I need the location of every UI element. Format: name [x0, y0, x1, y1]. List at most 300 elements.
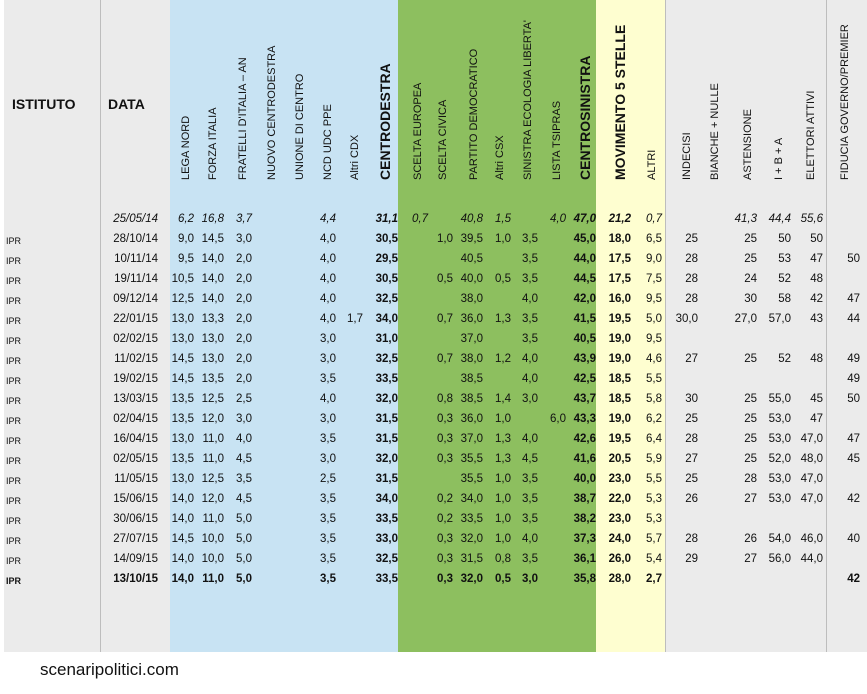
cell-istituto: IPR	[6, 376, 22, 386]
cell-value: 4,0	[320, 313, 336, 325]
cell-value: 45,0	[573, 233, 596, 245]
table-row	[0, 530, 867, 550]
cell-istituto: IPR	[6, 576, 22, 586]
cell-value: 2,0	[236, 333, 252, 345]
cell-value: 26,0	[608, 553, 631, 565]
header-data: DATA	[108, 96, 145, 112]
cell-value: 1,3	[495, 433, 511, 445]
cell-value: 32,0	[460, 533, 483, 545]
cell-value: 27	[685, 353, 698, 365]
cell-value: 4,0	[320, 273, 336, 285]
cell-value: 24	[744, 273, 757, 285]
cell-value: 25	[744, 253, 757, 265]
column-header	[835, 8, 855, 180]
cell-value: 3,0	[522, 573, 538, 585]
cell-value: 50	[810, 233, 823, 245]
cell-istituto: IPR	[6, 276, 22, 286]
cell-value: 54,0	[768, 533, 791, 545]
cell-value: 55,0	[768, 393, 791, 405]
cell-value: 2,0	[236, 273, 252, 285]
cell-value: 43,9	[573, 353, 596, 365]
cell-istituto: IPR	[6, 236, 22, 246]
cell-value: 1,0	[495, 513, 511, 525]
cell-date: 16/04/15	[113, 433, 158, 445]
cell-value: 0,2	[437, 493, 453, 505]
cell-value: 25	[744, 433, 757, 445]
cell-value: 13,5	[171, 413, 194, 425]
cell-value: 25	[685, 413, 698, 425]
cell-value: 40,0	[573, 473, 596, 485]
cell-value: 4,5	[236, 453, 252, 465]
cell-value: 4,0	[236, 433, 252, 445]
cell-value: 12,0	[201, 413, 224, 425]
cell-value: 27	[744, 553, 757, 565]
table-row	[0, 270, 867, 290]
cell-value: 24,0	[608, 533, 631, 545]
header-istituto: ISTITUTO	[12, 96, 76, 112]
column-header	[375, 8, 395, 180]
column-header	[769, 8, 789, 180]
cell-value: 44	[847, 313, 860, 325]
cell-value: 0,3	[437, 533, 453, 545]
cell-value: 3,5	[522, 313, 538, 325]
cell-date: 02/04/15	[113, 413, 158, 425]
column-header	[262, 8, 282, 180]
column-header-label: FORZA ITALIA	[207, 107, 219, 180]
cell-value: 11,0	[202, 513, 224, 525]
cell-istituto: IPR	[6, 456, 22, 466]
column-header	[290, 8, 310, 180]
cell-value: 48,0	[800, 453, 823, 465]
cell-value: 6,0	[550, 413, 566, 425]
column-header-label: CENTROSINISTRA	[577, 55, 593, 180]
cell-istituto: IPR	[6, 496, 22, 506]
cell-value: 41,5	[573, 313, 596, 325]
cell-value: 38,2	[573, 513, 596, 525]
table-row	[0, 510, 867, 530]
cell-value: 3,5	[522, 333, 538, 345]
cell-value: 42	[810, 293, 823, 305]
cell-value: 1,5	[495, 213, 511, 225]
cell-value: 50	[778, 233, 791, 245]
cell-value: 0,7	[646, 213, 662, 225]
table-row	[0, 570, 867, 590]
cell-value: 30,0	[675, 313, 698, 325]
cell-value: 38,0	[460, 353, 483, 365]
cell-istituto: IPR	[6, 316, 22, 326]
cell-value: 3,5	[320, 433, 336, 445]
cell-value: 4,5	[522, 453, 538, 465]
cell-value: 42	[847, 573, 860, 585]
cell-value: 3,7	[236, 213, 252, 225]
cell-value: 14,5	[171, 373, 194, 385]
table-row	[0, 210, 867, 230]
cell-value: 35,8	[573, 573, 596, 585]
cell-value: 3,0	[320, 453, 336, 465]
cell-value: 12,5	[171, 293, 194, 305]
cell-date: 13/03/15	[113, 393, 158, 405]
cell-value: 50	[847, 253, 860, 265]
cell-value: 27,0	[734, 313, 757, 325]
cell-value: 58	[778, 293, 791, 305]
cell-value: 28	[685, 293, 698, 305]
cell-value: 31,1	[375, 213, 398, 225]
cell-value: 3,5	[522, 513, 538, 525]
cell-value: 38,7	[573, 493, 596, 505]
cell-date: 13/10/15	[113, 573, 158, 585]
cell-date: 11/02/15	[114, 353, 158, 365]
cell-value: 21,2	[608, 213, 631, 225]
cell-value: 3,5	[320, 553, 336, 565]
cell-value: 11,0	[202, 573, 224, 585]
cell-value: 42,5	[573, 373, 596, 385]
cell-value: 53,0	[768, 473, 791, 485]
cell-value: 5,4	[646, 553, 662, 565]
cell-istituto: IPR	[6, 296, 22, 306]
column-header	[610, 8, 630, 180]
cell-value: 18,5	[608, 393, 631, 405]
cell-value: 1,2	[495, 353, 511, 365]
cell-value: 9,0	[646, 253, 662, 265]
column-header-label: SCELTA CIVICA	[437, 99, 449, 180]
cell-value: 1,0	[495, 413, 511, 425]
column-header	[318, 8, 338, 180]
column-header-label: LISTA TSIPRAS	[551, 100, 563, 180]
cell-value: 3,5	[522, 273, 538, 285]
cell-value: 1,7	[347, 313, 363, 325]
cell-value: 49	[847, 353, 860, 365]
table-row	[0, 330, 867, 350]
cell-value: 18,5	[608, 373, 631, 385]
cell-date: 25/05/14	[113, 213, 158, 225]
cell-value: 4,0	[522, 293, 538, 305]
cell-value: 32,0	[460, 573, 483, 585]
cell-value: 3,0	[522, 393, 538, 405]
cell-date: 02/05/15	[113, 453, 158, 465]
cell-date: 28/10/14	[113, 233, 158, 245]
cell-date: 02/02/15	[113, 333, 158, 345]
cell-value: 34,0	[375, 493, 398, 505]
cell-value: 42,6	[573, 433, 596, 445]
table-row	[0, 450, 867, 470]
cell-value: 25	[744, 393, 757, 405]
cell-value: 33,5	[460, 513, 483, 525]
cell-value: 3,5	[320, 513, 336, 525]
cell-value: 3,5	[522, 553, 538, 565]
cell-value: 44,4	[768, 213, 791, 225]
cell-value: 12,5	[201, 473, 224, 485]
cell-value: 49	[847, 373, 860, 385]
cell-value: 14,0	[171, 513, 194, 525]
cell-value: 14,5	[201, 233, 224, 245]
cell-istituto: IPR	[6, 516, 22, 526]
cell-value: 38,5	[460, 373, 483, 385]
cell-value: 12,0	[201, 493, 224, 505]
cell-value: 0,5	[437, 273, 453, 285]
cell-value: 10,0	[201, 553, 224, 565]
cell-value: 0,3	[437, 433, 453, 445]
cell-value: 11,0	[202, 453, 224, 465]
cell-istituto: IPR	[6, 416, 22, 426]
cell-value: 32,0	[375, 393, 398, 405]
cell-value: 14,0	[201, 253, 224, 265]
footer-source: scenaripolitici.com	[40, 660, 179, 679]
cell-value: 34,0	[375, 313, 398, 325]
cell-value: 16,0	[608, 293, 631, 305]
cell-value: 3,0	[320, 333, 336, 345]
cell-value: 4,0	[550, 213, 566, 225]
cell-value: 0,3	[437, 553, 453, 565]
cell-value: 1,0	[437, 233, 453, 245]
cell-value: 0,2	[437, 513, 453, 525]
cell-value: 25	[744, 413, 757, 425]
cell-value: 44,0	[573, 253, 596, 265]
data-table	[0, 210, 867, 590]
column-header-label: INDECISI	[681, 132, 693, 180]
column-header	[345, 8, 365, 180]
cell-value: 56,0	[768, 553, 791, 565]
table-row	[0, 390, 867, 410]
cell-value: 25	[744, 353, 757, 365]
cell-istituto: IPR	[6, 436, 22, 446]
cell-value: 33,0	[375, 533, 398, 545]
cell-value: 31,0	[375, 333, 398, 345]
cell-istituto: IPR	[6, 556, 22, 566]
cell-value: 3,0	[236, 413, 252, 425]
column-header-label: CENTRODESTRA	[377, 63, 393, 180]
cell-value: 14,0	[171, 553, 194, 565]
cell-date: 09/12/14	[113, 293, 158, 305]
cell-value: 50	[847, 393, 860, 405]
cell-value: 40,8	[460, 213, 483, 225]
cell-value: 1,4	[495, 393, 511, 405]
cell-istituto: IPR	[6, 356, 22, 366]
cell-value: 40,0	[460, 273, 483, 285]
cell-value: 39,5	[460, 233, 483, 245]
cell-value: 35,5	[460, 473, 483, 485]
column-header	[176, 8, 196, 180]
column-header-label: UNIONE DI CENTRO	[294, 73, 306, 180]
cell-value: 43,3	[573, 413, 596, 425]
cell-value: 33,5	[375, 373, 398, 385]
cell-value: 5,0	[236, 553, 252, 565]
cell-value: 2,0	[236, 313, 252, 325]
cell-value: 41,3	[734, 213, 757, 225]
cell-value: 3,5	[320, 573, 336, 585]
cell-value: 0,3	[437, 453, 453, 465]
cell-value: 29,5	[375, 253, 398, 265]
cell-value: 30	[685, 393, 698, 405]
table-row	[0, 430, 867, 450]
cell-value: 28	[685, 253, 698, 265]
table-row	[0, 370, 867, 390]
column-header	[433, 8, 453, 180]
cell-value: 4,0	[522, 433, 538, 445]
cell-value: 1,0	[495, 533, 511, 545]
cell-value: 3,5	[522, 253, 538, 265]
cell-value: 53,0	[768, 413, 791, 425]
cell-value: 3,5	[320, 373, 336, 385]
cell-value: 53,0	[768, 493, 791, 505]
cell-date: 22/01/15	[113, 313, 158, 325]
cell-value: 44,5	[573, 273, 596, 285]
column-header-label: PARTITO DEMOCRATICO	[468, 48, 480, 180]
cell-value: 25	[685, 233, 698, 245]
cell-value: 7,5	[646, 273, 662, 285]
cell-value: 32,0	[375, 453, 398, 465]
column-header-label: NUOVO CENTRODESTRA	[266, 45, 278, 180]
cell-value: 48	[810, 353, 823, 365]
cell-value: 40	[847, 533, 860, 545]
cell-value: 2,5	[320, 473, 336, 485]
cell-value: 31,5	[375, 413, 398, 425]
cell-value: 36,0	[460, 413, 483, 425]
cell-value: 13,0	[201, 333, 224, 345]
cell-istituto: IPR	[6, 396, 22, 406]
table-row	[0, 350, 867, 370]
cell-value: 5,7	[646, 533, 662, 545]
cell-value: 1,0	[495, 473, 511, 485]
column-header-label: ELETTORI ATTIVI	[805, 90, 817, 180]
cell-value: 13,0	[171, 333, 194, 345]
cell-value: 18,0	[608, 233, 631, 245]
cell-value: 13,5	[171, 393, 194, 405]
cell-value: 37,0	[460, 433, 483, 445]
cell-istituto: IPR	[6, 536, 22, 546]
cell-value: 14,0	[171, 493, 194, 505]
cell-value: 10,5	[171, 273, 194, 285]
column-header-label: NCD UDC PPE	[322, 104, 334, 180]
cell-value: 4,0	[522, 373, 538, 385]
cell-value: 9,5	[646, 333, 662, 345]
cell-value: 3,5	[320, 493, 336, 505]
cell-value: 42,0	[573, 293, 596, 305]
column-header-label: ALTRI	[646, 149, 658, 180]
cell-value: 0,5	[495, 273, 511, 285]
cell-value: 3,0	[320, 353, 336, 365]
cell-value: 3,0	[320, 413, 336, 425]
cell-value: 44,0	[800, 553, 823, 565]
cell-value: 14,5	[171, 533, 194, 545]
table-row	[0, 490, 867, 510]
cell-value: 5,0	[646, 313, 662, 325]
cell-value: 2,0	[236, 293, 252, 305]
column-header-label: SCELTA EUROPEA	[412, 82, 424, 180]
column-header-label: I + B + A	[773, 137, 785, 180]
cell-value: 19,5	[608, 433, 631, 445]
cell-value: 47	[847, 293, 860, 305]
cell-value: 28	[685, 533, 698, 545]
column-header-label: LEGA NORD	[180, 115, 192, 180]
cell-value: 11,0	[202, 433, 224, 445]
cell-value: 53,0	[768, 433, 791, 445]
cell-value: 12,5	[201, 393, 224, 405]
cell-value: 45	[810, 393, 823, 405]
cell-value: 41,6	[573, 453, 596, 465]
cell-value: 35,5	[460, 453, 483, 465]
cell-value: 9,5	[646, 293, 662, 305]
cell-value: 4,0	[522, 353, 538, 365]
cell-value: 42	[847, 493, 860, 505]
cell-value: 9,0	[178, 233, 194, 245]
cell-value: 46,0	[800, 533, 823, 545]
cell-value: 14,0	[201, 273, 224, 285]
cell-date: 27/07/15	[113, 533, 158, 545]
cell-value: 27	[744, 493, 757, 505]
cell-value: 2,0	[236, 373, 252, 385]
cell-value: 14,0	[201, 293, 224, 305]
cell-value: 0,7	[437, 353, 453, 365]
cell-value: 2,0	[236, 253, 252, 265]
cell-value: 36,0	[460, 313, 483, 325]
cell-value: 40,5	[460, 253, 483, 265]
column-header	[801, 8, 821, 180]
cell-value: 32,5	[375, 553, 398, 565]
cell-value: 2,5	[236, 393, 252, 405]
column-header	[490, 8, 510, 180]
cell-value: 37,0	[460, 333, 483, 345]
cell-value: 4,0	[320, 233, 336, 245]
cell-value: 26	[744, 533, 757, 545]
cell-value: 3,5	[320, 533, 336, 545]
cell-value: 2,7	[646, 573, 662, 585]
cell-value: 47,0	[800, 473, 823, 485]
cell-istituto: IPR	[6, 476, 22, 486]
cell-value: 17,5	[608, 253, 631, 265]
cell-value: 13,0	[171, 313, 194, 325]
cell-value: 28	[685, 273, 698, 285]
table-row	[0, 290, 867, 310]
column-header	[642, 8, 662, 180]
cell-value: 28,0	[608, 573, 631, 585]
cell-value: 34,0	[460, 493, 483, 505]
cell-value: 38,0	[460, 293, 483, 305]
cell-value: 0,7	[412, 213, 428, 225]
cell-value: 4,6	[646, 353, 662, 365]
cell-value: 19,0	[608, 413, 631, 425]
cell-value: 33,5	[375, 573, 398, 585]
column-header-label: FRATELLI D'ITALIA – AN	[237, 57, 249, 180]
column-header	[705, 8, 725, 180]
table-row	[0, 550, 867, 570]
cell-value: 25	[685, 473, 698, 485]
cell-value: 4,5	[236, 493, 252, 505]
cell-value: 19,0	[608, 353, 631, 365]
cell-value: 47	[810, 413, 823, 425]
cell-value: 14,5	[171, 353, 194, 365]
column-header-label: FIDUCIA GOVERNO/PREMIER	[839, 24, 851, 180]
cell-value: 6,2	[646, 413, 662, 425]
cell-value: 13,5	[171, 453, 194, 465]
cell-value: 37,3	[573, 533, 596, 545]
cell-value: 57,0	[768, 313, 791, 325]
cell-value: 5,8	[646, 393, 662, 405]
cell-value: 13,5	[201, 373, 224, 385]
column-header-label: Altri CSX	[494, 135, 506, 180]
cell-value: 4,0	[320, 293, 336, 305]
cell-value: 2,0	[236, 353, 252, 365]
table-row	[0, 310, 867, 330]
cell-value: 5,0	[236, 513, 252, 525]
cell-value: 4,4	[320, 213, 336, 225]
cell-value: 3,0	[236, 233, 252, 245]
cell-value: 1,0	[495, 493, 511, 505]
cell-date: 14/09/15	[113, 553, 158, 565]
table-row	[0, 230, 867, 250]
cell-value: 14,0	[171, 573, 194, 585]
cell-value: 47,0	[800, 493, 823, 505]
cell-value: 29	[685, 553, 698, 565]
